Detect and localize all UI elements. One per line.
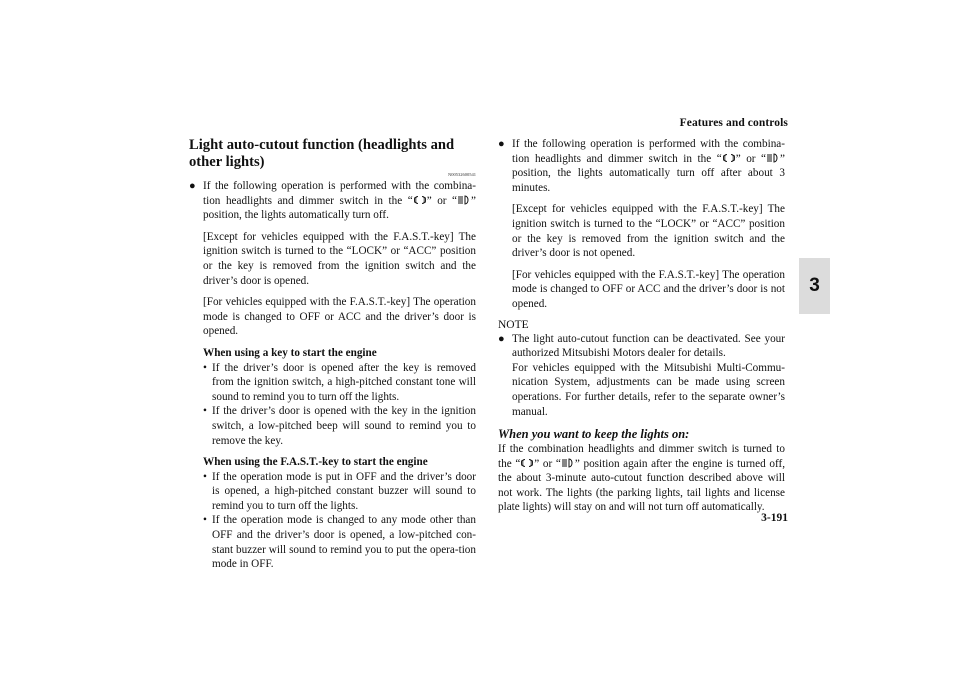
keep-lights-heading: When you want to keep the lights on: bbox=[498, 427, 690, 442]
headlight-icon bbox=[766, 153, 780, 163]
fast-key-paragraph: [For vehicles equipped with the F.A.S.T.-key] The operation mode is changed to OFF or ACC and the driver’s door is opened. bbox=[203, 296, 476, 338]
headlight-icon bbox=[561, 458, 575, 468]
note-block bbox=[498, 332, 785, 420]
left-column bbox=[189, 137, 476, 572]
list-item: • If the driver’s door is opened with the key in the ignition switch, a low-pitched beep will sound to remind you to remove the key. bbox=[203, 405, 476, 447]
section-header: Features and controls bbox=[679, 117, 788, 129]
bullet-icon: ● bbox=[189, 180, 196, 192]
except-fast-key-paragraph: [Except for vehicles equipped with the F.A.S.T.-key] The ignition switch is turned to the “LOCK” or “ACC” position or the key is removed from the ignition switch and the driver’s door is not opened. bbox=[512, 203, 785, 260]
key-start-heading: When using a key to start the engine bbox=[203, 346, 377, 359]
bullet-icon: ● bbox=[498, 138, 505, 150]
list-item: • If the operation mode is changed to any mode other than OFF and the driver’s door is opened, a low-pitched con-stant buzzer will sound to remind you to put the opera-tion mode in OFF. bbox=[203, 514, 476, 571]
note-label: NOTE bbox=[498, 318, 529, 331]
headlight-icon bbox=[457, 195, 471, 205]
parking-light-icon bbox=[722, 153, 736, 163]
section-title: Light auto-cutout function (headlights and other lights) bbox=[189, 137, 455, 170]
chapter-tab: 3 bbox=[799, 258, 830, 314]
bullet-paragraph: If the following operation is performed with the combina-tion headlights and dimmer switch in the “ ” or “ ” position, the lights automatically turn off after about 3 minutes. bbox=[512, 138, 785, 194]
bullet-block-2 bbox=[498, 137, 785, 312]
bullet-block-1 bbox=[189, 179, 476, 572]
except-fast-key-paragraph: [Except for vehicles equipped with the F.A.S.T.-key] The ignition switch is turned to the “LOCK” or “ACC” position or the key is removed from the ignition switch and the driver’s door is opened. bbox=[203, 230, 476, 287]
note-paragraph: For vehicles equipped with the Mitsubishi Multi-Commu-nication System, adjustments can be made using screen operations. For further details, refer to the separate owner’s manual. bbox=[512, 361, 785, 418]
list-item: • If the driver’s door is opened after the key is removed from the ignition switch, a high-pitched constant tone will sound to remind you to turn off the lights. bbox=[203, 361, 476, 403]
keep-lights-paragraph: If the combination headlights and dimmer switch is turned to the “ ” or “ ” position again after the engine is turned off, the about 3-minute auto-cutout function described above will not work. The lights (the parking lights, tail lights and license plate lights) will stay on and will not turn off automatically. bbox=[498, 443, 785, 514]
page-number: 3-191 bbox=[761, 512, 788, 524]
document-code: N00532600541 bbox=[448, 172, 476, 177]
note-paragraph: The light auto-cutout function can be deactivated. See your authorized Mitsubishi Motors dealer for details. bbox=[512, 332, 785, 360]
fast-key-paragraph: [For vehicles equipped with the F.A.S.T.-key] The operation mode is changed to OFF or ACC and the driver’s door is not opened. bbox=[512, 268, 785, 310]
right-column bbox=[498, 137, 785, 515]
parking-light-icon bbox=[413, 195, 427, 205]
fast-key-start-heading: When using the F.A.S.T.-key to start the engine bbox=[203, 456, 428, 469]
list-item: • If the operation mode is put in OFF and the driver’s door is opened, a high-pitched constant buzzer will sound to remind you to turn off the lights. bbox=[203, 470, 476, 512]
bullet-paragraph: If the following operation is performed with the combina-tion headlights and dimmer switch in the “ ” or “ ” position, the lights automatically turn off. bbox=[203, 180, 476, 222]
parking-light-icon bbox=[520, 458, 534, 468]
bullet-icon: ● bbox=[498, 332, 505, 345]
